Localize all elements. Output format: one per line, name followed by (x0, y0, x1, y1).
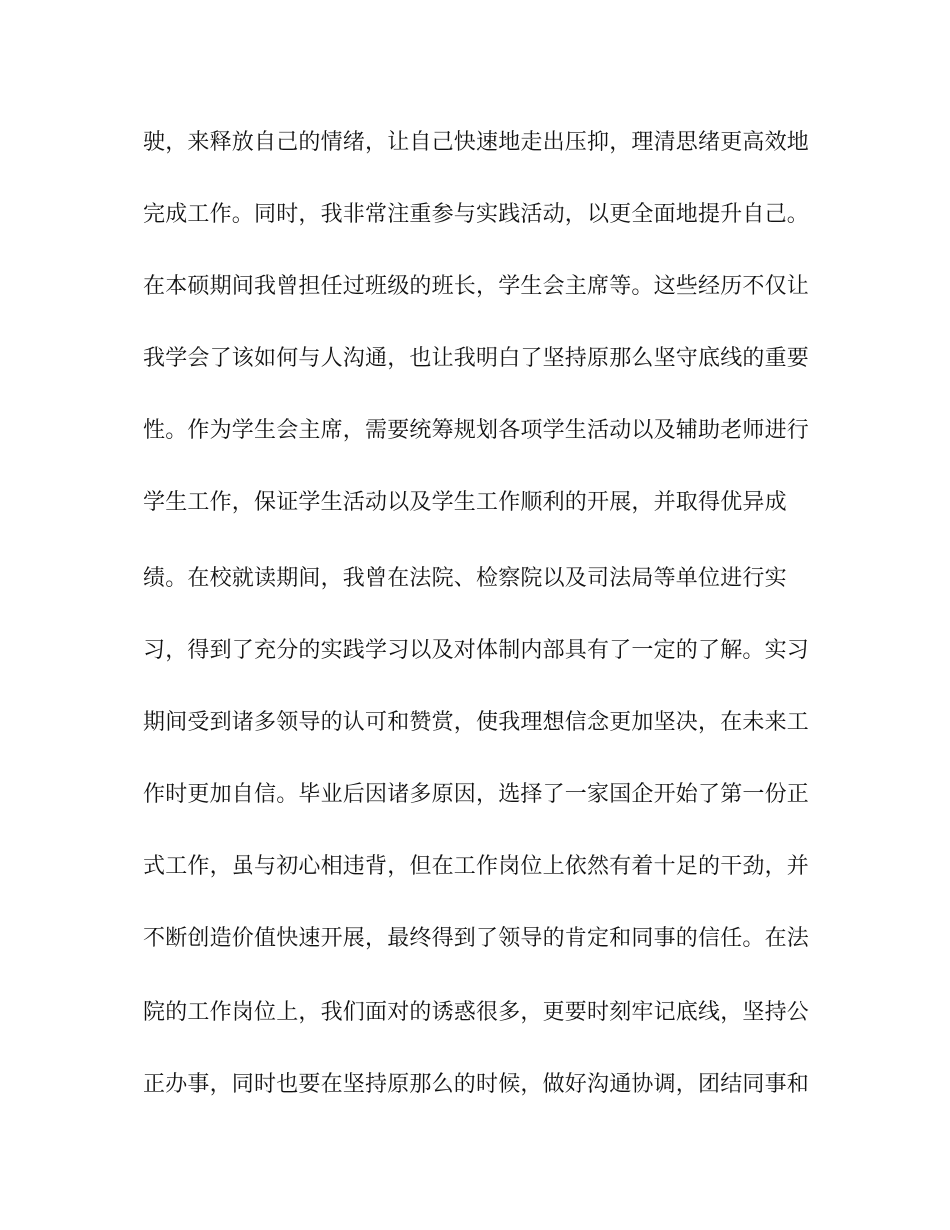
text-line-9: 期间受到诸多领导的认可和赞赏，使我理想信念更加坚决，在未来工 (143, 710, 810, 735)
text-line-11: 式工作，虽与初心相违背，但在工作岗位上依然有着十足的干劲，并 (143, 854, 810, 879)
text-line-3: 在本硕期间我曾担任过班级的班长，学生会主席等。这些经历不仅让 (143, 274, 810, 299)
text-line-2: 完成工作。同时，我非常注重参与实践活动，以更全面地提升自己。 (143, 202, 810, 227)
text-line-5: 性。作为学生会主席，需要统筹规划各项学生活动以及辅助老师进行 (143, 418, 810, 443)
text-line-4: 我学会了该如何与人沟通，也让我明白了坚持原那么坚守底线的重要 (143, 346, 810, 371)
text-line-13: 院的工作岗位上，我们面对的诱惑很多，更要时刻牢记底线，坚持公 (143, 1000, 810, 1025)
text-line-1: 驶，来释放自己的情绪，让自己快速地走出压抑，理清思绪更高效地 (143, 130, 810, 155)
text-line-7: 绩。在校就读期间，我曾在法院、检察院以及司法局等单位进行实 (143, 566, 787, 591)
text-line-8: 习，得到了充分的实践学习以及对体制内部具有了一定的了解。实习 (143, 638, 810, 663)
text-line-12: 不断创造价值快速开展，最终得到了领导的肯定和同事的信任。在法 (143, 926, 810, 951)
text-line-14: 正办事，同时也要在坚持原那么的时候，做好沟通协调，团结同事和 (143, 1072, 810, 1097)
text-line-10: 作时更加自信。毕业后因诸多原因，选择了一家国企开始了第一份正 (143, 782, 810, 807)
text-line-6: 学生工作，保证学生活动以及学生工作顺利的开展，并取得优异成 (143, 490, 787, 515)
